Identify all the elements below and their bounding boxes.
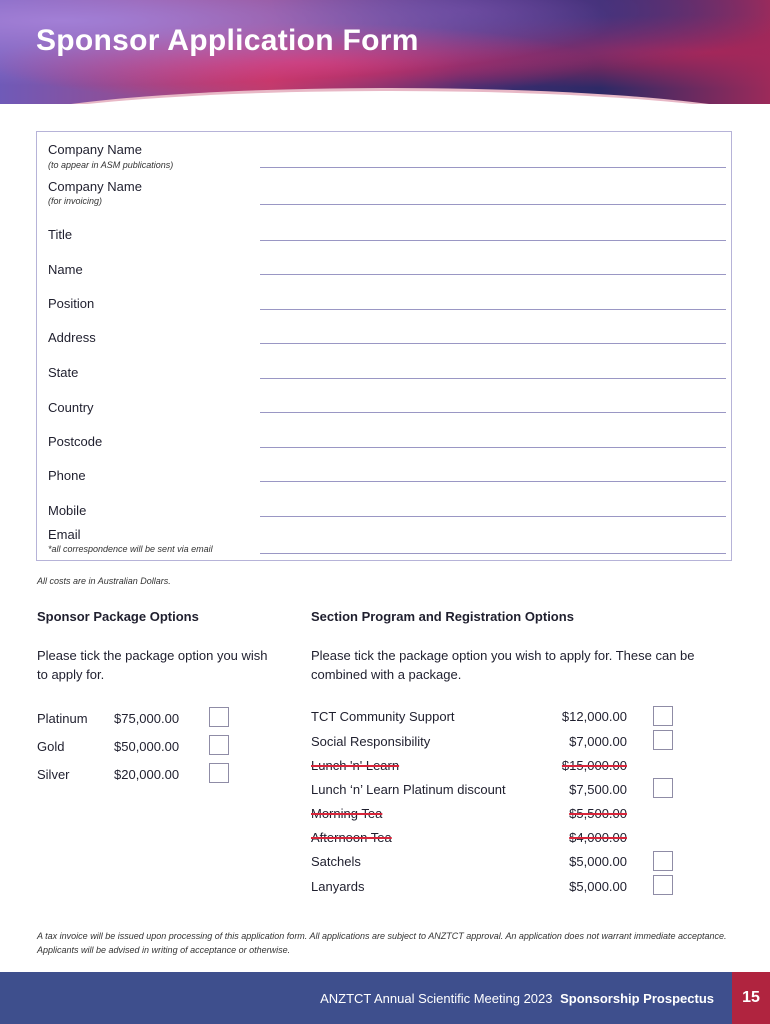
lanyards-checkbox[interactable] [653, 875, 673, 895]
option-price: $12,000.00 [561, 709, 627, 724]
package-name: Platinum [37, 711, 88, 726]
country-input[interactable] [260, 412, 726, 413]
banner-curve [0, 88, 770, 104]
field-sublabel: (to appear in ASM publications) [48, 160, 174, 170]
social-responsibility-checkbox[interactable] [653, 730, 673, 750]
option-name-struck: Lunch 'n' Learn [311, 758, 400, 773]
field-label: Mobile [48, 503, 87, 518]
field-label: Company Name [48, 179, 142, 194]
field-sublabel: (for invoicing) [48, 196, 103, 206]
package-price: $20,000.00 [114, 767, 180, 782]
title-input[interactable] [260, 240, 726, 241]
option-name: Lanyards [311, 879, 365, 894]
section-options-intro: Please tick the package option you wish to apply for. These can be combined with a package. [311, 648, 695, 682]
field-label: State [48, 365, 79, 380]
package-price: $50,000.00 [114, 739, 180, 754]
field-label: Company Name [48, 142, 142, 157]
sponsor-packages-heading: Sponsor Package Options [37, 609, 199, 624]
phone-input[interactable] [260, 481, 726, 482]
footer-text [320, 991, 714, 1006]
position-input[interactable] [260, 309, 726, 310]
postcode-input[interactable] [260, 447, 726, 448]
footer-doc-title: Sponsorship Prospectus [560, 991, 714, 1006]
silver-checkbox[interactable] [209, 763, 229, 783]
field-label: Address [48, 330, 96, 345]
option-price: $5,000.00 [569, 854, 627, 869]
company-name-publications-input[interactable] [260, 167, 726, 168]
contact-form [36, 131, 732, 561]
sponsor-packages-intro: Please tick the package option you wish to apply for. [37, 648, 268, 682]
gold-checkbox[interactable] [209, 735, 229, 755]
field-label: Phone [48, 468, 86, 483]
section-options-heading: Section Program and Registration Options [311, 609, 574, 624]
page-title: Sponsor Application Form [36, 24, 419, 57]
page-number: 15 [732, 972, 770, 1024]
currency-note: All costs are in Australian Dollars. [37, 576, 171, 586]
field-label: Email [48, 527, 81, 542]
option-price: $7,500.00 [569, 782, 627, 797]
field-label: Name [48, 262, 83, 277]
package-price: $75,000.00 [114, 711, 180, 726]
option-name: Lunch ‘n’ Learn Platinum discount [311, 782, 506, 797]
field-label: Postcode [48, 434, 103, 449]
tct-community-support-checkbox[interactable] [653, 706, 673, 726]
disclaimer-text: A tax invoice will be issued upon processing of this application form. All applications are subject to ANZTCT approval. An application does not warrant immediate acceptance. Applicants will be advised in writing of acceptance or otherwise. [37, 931, 727, 955]
page-footer [0, 972, 770, 1024]
field-label: Position [48, 296, 95, 311]
option-name-struck: Morning Tea [311, 806, 383, 821]
option-price: $5,000.00 [569, 879, 627, 894]
option-price-struck: $5,500.00 [569, 806, 627, 821]
option-name-struck: Afternoon Tea [311, 830, 392, 845]
option-price: $7,000.00 [569, 734, 627, 749]
platinum-checkbox[interactable] [209, 707, 229, 727]
satchels-checkbox[interactable] [653, 851, 673, 871]
lunch-n-learn-platinum-discount-checkbox[interactable] [653, 778, 673, 798]
field-sublabel: *all correspondence will be sent via email [48, 544, 213, 554]
package-name: Silver [37, 767, 70, 782]
field-label: Country [48, 400, 94, 415]
header-banner [0, 0, 770, 104]
company-name-invoicing-input[interactable] [260, 204, 726, 205]
option-name: Social Responsibility [311, 734, 431, 749]
option-price-struck: $15,000.00 [561, 758, 627, 773]
option-name: Satchels [311, 854, 361, 869]
field-label: Title [48, 227, 73, 242]
package-name: Gold [37, 739, 65, 754]
option-name: TCT Community Support [311, 709, 455, 724]
email-input[interactable] [260, 553, 726, 554]
name-input[interactable] [260, 274, 726, 275]
footer-event: ANZTCT Annual Scientific Meeting 2023 [320, 991, 553, 1006]
option-price-struck: $4,000.00 [569, 830, 627, 845]
address-input[interactable] [260, 343, 726, 344]
state-input[interactable] [260, 378, 726, 379]
mobile-input[interactable] [260, 516, 726, 517]
